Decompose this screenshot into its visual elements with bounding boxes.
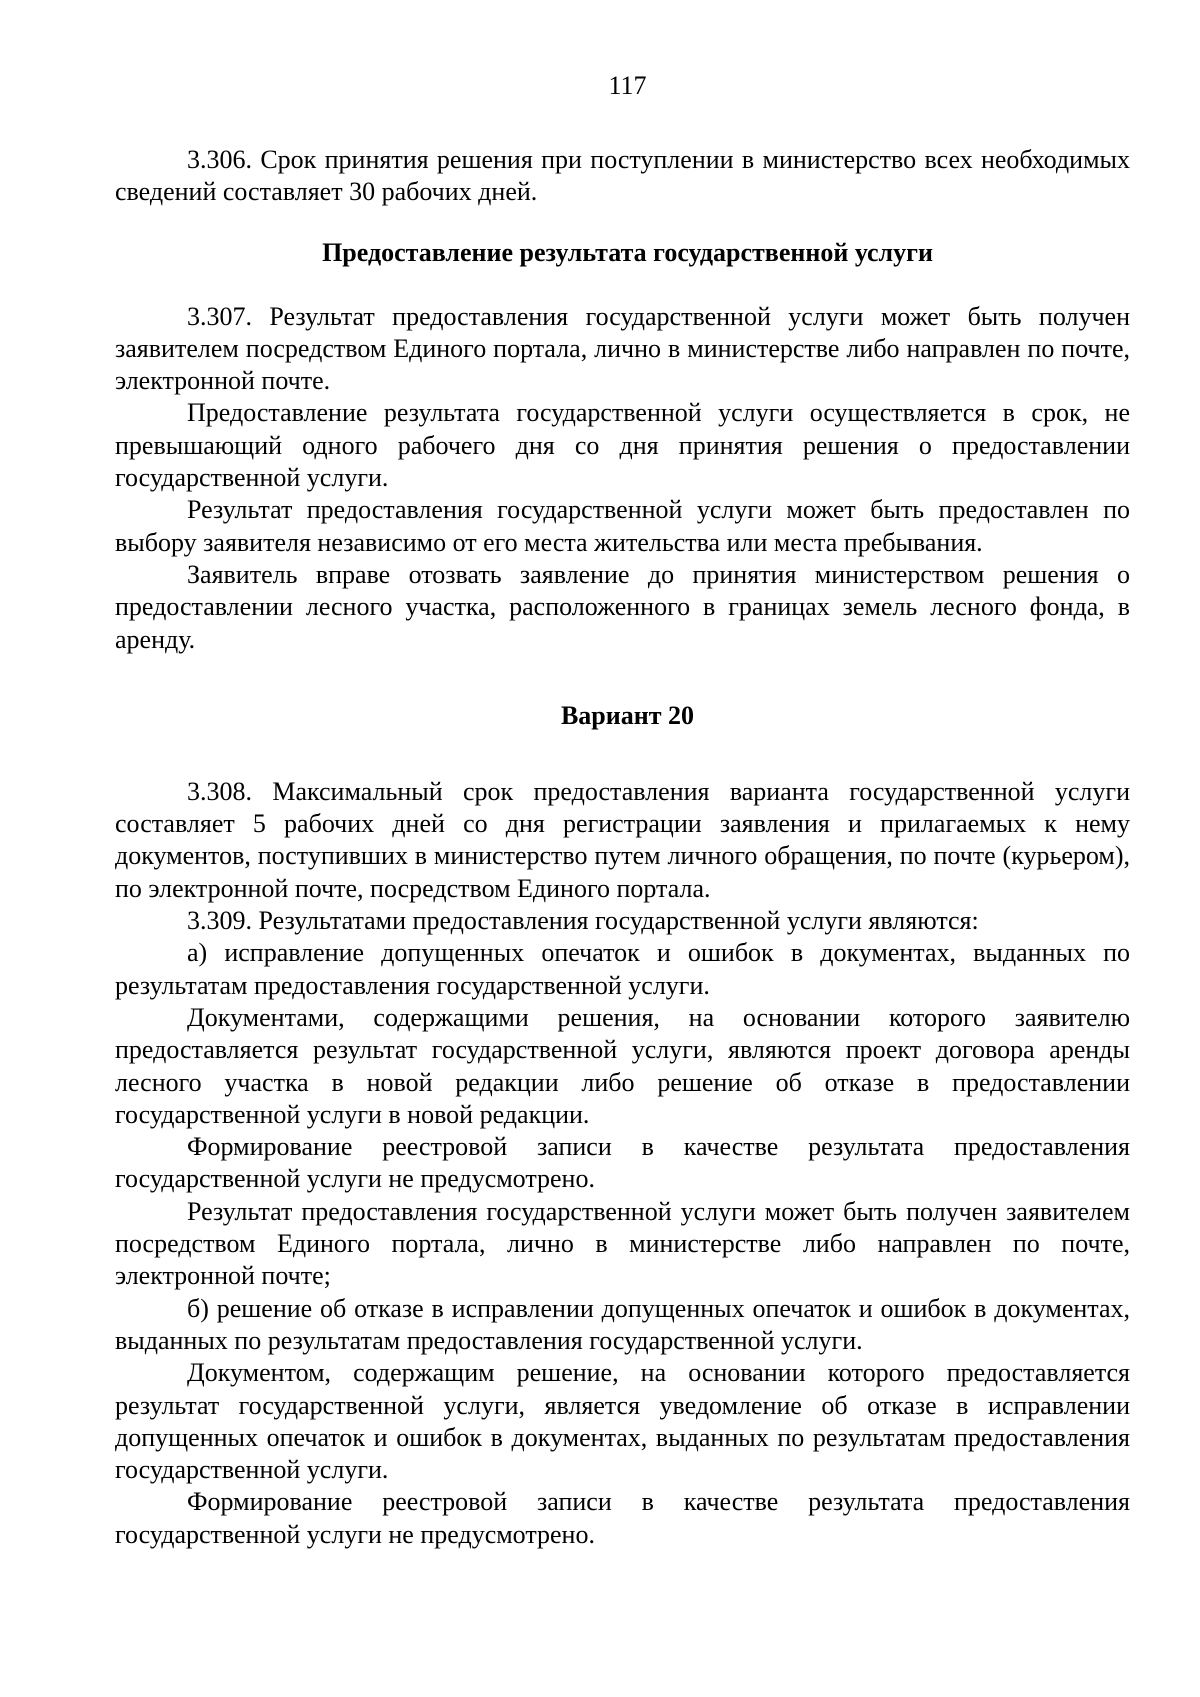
paragraph-result-term: Предоставление результата государственной услуги осуществляется в срок, не превышающий одного рабочего дня со дня принятия решения о предоставлении государственной услуги. [115,398,1130,493]
paragraph-result-delivery: Результат предоставления государственной услуги может быть получен заявителем посредством Единого портала, лично в министерстве либо направлен по почте, электронной почте; [115,1196,1130,1291]
paragraph-registry-record-1: Формирование реестровой записи в качестве результата предоставления государственной услуги не предусмотрено. [115,1132,1130,1194]
paragraph-refusal-notice: Документом, содержащим решение, на основании которого предоставляется результат государственной услуги, является уведомление об отказе в исправлении допущенных опечаток и ошибок в документах, выданных по результатам предоставления государственной услуги. [115,1358,1130,1485]
paragraph-3-309: 3.309. Результатами предоставления государственной услуги являются: [187,906,979,936]
paragraph-result-choice: Результат предоставления государственной услуги может быть предоставлен по выбору заявителя независимо от его места жительства или места пребывания. [115,495,1130,557]
paragraph-3-307: 3.307. Результат предоставления государственной услуги может быть получен заявителем посредством Единого портала, лично в министерстве либо направлен по почте, электронной почте. [115,301,1130,396]
section-heading-variant: Вариант 20 [560,700,695,730]
document-page [115,70,1130,1551]
section-heading-result: Предоставление результата государственной услуги [322,237,933,267]
paragraph-3-306: 3.306. Срок принятия решения при поступлении в министерство всех необходимых сведений составляет 30 рабочих дней. [115,145,1130,207]
paragraph-item-b: б) решение об отказе в исправлении допущенных опечаток и ошибок в документах, выданных по результатам предоставления государственной услуги. [115,1293,1130,1355]
page-number: 117 [608,71,647,100]
paragraph-registry-record-2: Формирование реестровой записи в качестве результата предоставления государственной услуги не предусмотрено. [115,1487,1130,1549]
paragraph-3-308: 3.308. Максимальный срок предоставления варианта государственной услуги составляет 5 рабочих дней со дня регистрации заявления и прилагаемых к нему документов, поступивших в министерство путем личного обращения, по почте (курьером), по электронной почте, посредством Единого портала. [115,776,1130,903]
paragraph-documents-decision: Документами, содержащими решения, на основании которого заявителю предоставляется результат государственной услуги, являются проект договора аренды лесного участка в новой редакции либо решение об отказе в предоставлении государственной услуги в новой редакции. [115,1002,1130,1129]
paragraph-item-a: а) исправление допущенных опечаток и ошибок в документах, выданных по результатам предоставления государственной услуги. [115,938,1130,1000]
paragraph-withdraw-application: Заявитель вправе отозвать заявление до принятия министерством решения о предоставлении лесного участка, расположенного в границах земель лесного фонда, в аренду. [115,559,1130,654]
